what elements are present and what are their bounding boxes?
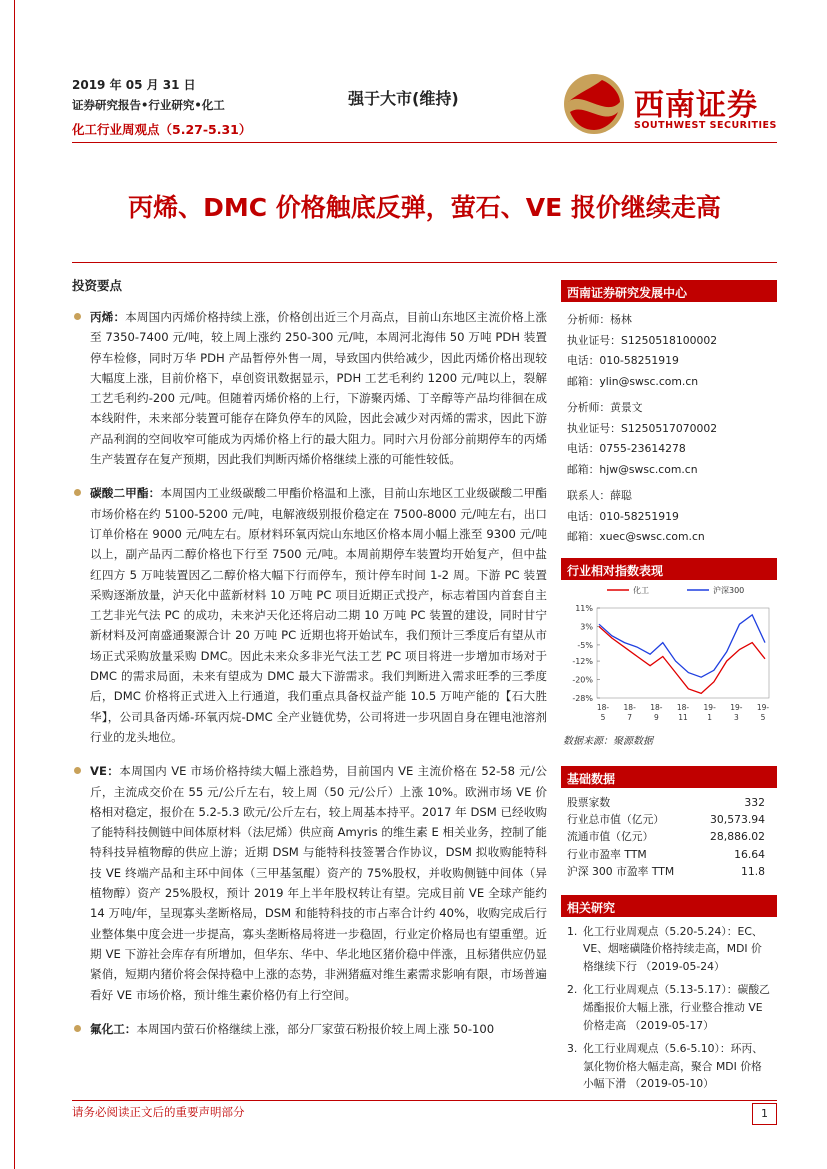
- x-tick-label: 1: [707, 712, 713, 722]
- basic-data-label: 行业市盈率 TTM: [567, 847, 647, 861]
- x-tick-label: 19-: [756, 702, 770, 712]
- related-research-item[interactable]: [567, 981, 771, 1034]
- paragraph-lead: 丙烯：: [90, 310, 126, 324]
- basic-data-heading: 基础数据: [561, 766, 777, 788]
- x-tick-label: 18-: [596, 702, 610, 712]
- x-tick-label: 11: [678, 712, 688, 722]
- related-num: 3.: [567, 1042, 578, 1056]
- related-research-item[interactable]: [567, 1040, 771, 1093]
- report-category: 证券研究报告•行业研究•化工: [72, 98, 225, 112]
- basic-data-value: 16.64: [734, 847, 765, 861]
- x-tick-label: 18-: [623, 702, 636, 712]
- logo-name-en: SOUTHWEST SECURITIES: [634, 120, 777, 131]
- contact-email[interactable]: 邮箱：xuec@swsc.com.cn: [567, 530, 705, 543]
- basic-data-label: 流通市值（亿元）: [567, 830, 654, 844]
- series-line-0: [599, 626, 765, 693]
- basic-data-value: 30,573.94: [710, 812, 765, 826]
- related-num: 2.: [567, 983, 578, 997]
- x-tick-label: 19-: [730, 702, 743, 712]
- research-center-heading: 西南证券研究发展中心: [561, 280, 777, 302]
- bullet-icon: [74, 767, 81, 774]
- basic-data-label: 沪深 300 市盈率 TTM: [567, 865, 675, 879]
- paragraph-text: 本周国内丙烯价格持续上涨，价格创出近三个月高点，目前山东地区主流价格上涨至 7350-7400 元/吨，较上周上涨约 250-300 元/吨，本周河北海伟 50 万吨 PDH 装置停车检修，同时万华 PDH 产品暂停外售一周，导致国内供给减少，因此丙烯价格出现较大幅度上涨，目前价格下，卓创资讯数据显示，PDH 工艺毛利约 1200 元/吨以上，裂解工艺毛利约-200 元/吨。但随着丙烯价格的上行，下游聚丙烯、丁辛醇等产品均徘徊在成本线附件，未来部分装置可能存在降负停车的风险，因此会减少对丙烯的需求，因此下游产品利润的空间收窄可能成为丙烯价格上行的最大阻力。同时六月份部分前期停车的丙烯生产装置存在复产预期，因此我们判断丙烯价格继续上涨的可能性较低。: [90, 310, 547, 467]
- basic-data-row: [561, 863, 777, 880]
- basic-data-value: 11.8: [740, 865, 765, 879]
- y-tick-label: -20%: [572, 675, 593, 685]
- left-margin-rule: [14, 0, 15, 1169]
- index-chart-heading: 行业相对指数表现: [561, 558, 777, 580]
- basic-data-row: [561, 811, 777, 828]
- paragraph-fluorine: [72, 1019, 547, 1039]
- paragraph-propylene: [72, 307, 547, 469]
- logo-mark-icon: [562, 72, 626, 136]
- report-title: 丙烯、DMC 价格触底反弹，萤石、VE 报价继续走高: [128, 193, 721, 222]
- paragraph-lead: 氟化工：: [90, 1021, 137, 1036]
- header-rule: [72, 142, 777, 143]
- basic-data-table: [561, 794, 777, 881]
- related-text: 化工行业周观点（5.20-5.24）：EC、VE、烟嘧磺隆价格持续走高，MDI 价格继续下行 （2019-05-24）: [583, 924, 763, 973]
- x-tick-label: 18-: [650, 702, 663, 712]
- basic-data-value: 332: [744, 795, 765, 809]
- related-text: 化工行业周观点（5.6-5.10）：环丙、氯化物价格大幅走高，聚合 MDI 价格小幅下滑 （2019-05-10）: [583, 1042, 764, 1091]
- contact-phone: 电话：010-58251919: [567, 509, 679, 523]
- index-chart-svg: [561, 580, 777, 730]
- basic-data-label: 股票家数: [567, 795, 611, 809]
- paragraph-text: 本周国内工业级碳酸二甲酯价格温和上涨，目前山东地区工业级碳酸二甲酯市场价格在约 5100-5200 元/吨，电解液级别报价稳定在 7500-8000 元/吨左右，出口订单价格在 9000 元/吨左右。原材料环氧丙烷山东地区价格本周小幅上涨至 9300 元/吨以上，副产品丙二醇价格也下行至 7500 元/吨。本周前期停车装置均开始复产，但中盐红四方 5 万吨装置因乙二醇价格大幅下行而停车，预计停车时间 1-2 周。下游 PC 装置采购逐渐放量，泸天化中蓝新材料 10 万吨 PC 项目近期正式投产，标志着国内首套自主工艺非光气法 PC 的成功，未来泸天化还将启动二期 10 万吨 PC 装置的建设，同时甘宁新材料及河南盛通聚源合计 20 万吨 PC 近期也将开始试车，我们预计三季度后有望从市场正式采购放量采购 DMC。因此未来众多非光气法工艺 PC 项目将进一步增加市场对于 DMC 的需求局面，未来有望成为 DMC 最大下游需求。我们判断进入需求旺季的三季度后，DMC 价格将正式进入上行通道，我们重点具备权益产能 10.5 万吨产能的【石大胜华】，公司具备丙烯-环氧丙烷-DMC 全产业链优势，公司将进一步巩固自身在锂电池溶剂行业的龙头地位。: [90, 486, 547, 744]
- contact-phone: 电话：0755-23614278: [567, 442, 686, 455]
- x-tick-label: 19-: [703, 702, 716, 712]
- logo-name-cn: 西南证券: [634, 88, 758, 123]
- paragraph-lead: 碳酸二甲酯：: [90, 486, 161, 501]
- footer-rule: [72, 1100, 777, 1101]
- contact-email[interactable]: 邮箱：hjw@swsc.com.cn: [567, 462, 698, 476]
- related-text: 化工行业周观点（5.13-5.17）：碳酸乙烯酯报价大幅上涨，行业整合推动 VE 价格走高 （2019-05-17）: [583, 983, 770, 1032]
- section-heading: 投资要点: [72, 278, 123, 293]
- related-research-heading: 相关研究: [561, 895, 777, 917]
- page-number: 1: [752, 1103, 777, 1125]
- contact-license: 执业证号：S1250517070002: [567, 421, 718, 435]
- legend-label: 化工: [633, 585, 649, 595]
- report-week: 化工行业周观点（5.27-5.31）: [72, 122, 252, 137]
- y-tick-label: -28%: [572, 693, 593, 703]
- industry-rating: 强于大市(维持): [348, 89, 459, 108]
- paragraph-text: 本周国内萤石价格继续上涨，部分厂家萤石粉报价较上周上涨 50-100: [136, 1021, 495, 1036]
- basic-data-row: [561, 794, 777, 811]
- x-tick-label: 5: [760, 712, 766, 722]
- x-tick-label: 5: [600, 712, 606, 722]
- basic-data-value: 28,886.02: [710, 830, 765, 844]
- related-num: 1.: [567, 924, 578, 938]
- x-tick-label: 9: [653, 712, 659, 722]
- y-tick-label: 11%: [575, 603, 593, 613]
- bullet-icon: [74, 489, 81, 496]
- paragraph-lead: VE：: [90, 764, 120, 779]
- contact-license: 执业证号：S1250518100002: [567, 333, 718, 347]
- index-chart: [561, 580, 777, 730]
- y-tick-label: -5%: [577, 640, 593, 650]
- x-tick-label: 3: [733, 712, 739, 722]
- title-rule: [72, 262, 777, 263]
- paragraph-text: 本周国内 VE 市场价格持续大幅上涨趋势，目前国内 VE 主流价格在 52-58 元/公斤，主流成交价在 55 元/公斤左右，较上周（50 元/公斤）上涨 10%。欧洲市场 VE 价格相对稳定，报价在 5.2-5.3 欧元/公斤左右，较上周基本持平。2017 年 DSM 已经收购了能特科技侧链中间体原材料（法尼烯）供应商 Amyris 的维生素 E 相关业务，控制了能特科技异植物醇的供应上游；近期 DSM 与能特科技签署合作协议，DSM 拟收购能特科技 VE 终端产品和主环中间体（三甲基氢醌）资产的 75%股权，并收购侧链中间体（异植物醇）资产 25%股权，预计 2019 年上半年股权转让有望。完成目前 VE 全球产能约 14 万吨/年，呈现寡头垄断格局，DSM 和能特科技的市占率合计约 40%，收购完成后行业整体集中度会进一步提高，寡头垄断格局将进一步稳固，行业定价格局也有望重塑。近期 VE 下游社会库存有所增加，但华东、华中、华北地区猪价稳中伴涨，且标猪供应仍显紧俏，短期内猪价将会保持稳中上涨的态势，非洲猪瘟对维生素需求影响有限，市场普遍看好 VE 市场价格，预计维生素价格仍有上行空间。: [90, 764, 547, 1002]
- x-tick-label: 7: [627, 712, 633, 722]
- report-date: 2019 年 05 月 31 日: [72, 78, 196, 92]
- y-tick-label: -12%: [572, 656, 593, 666]
- analyst-contacts: [561, 302, 777, 548]
- y-tick-label: 3%: [580, 621, 593, 631]
- main-content: [72, 276, 547, 1096]
- legend-label: 沪深300: [713, 585, 745, 595]
- paragraph-ve: [72, 761, 547, 1005]
- paragraph-dmc: [72, 483, 547, 747]
- basic-data-label: 行业总市值（亿元）: [567, 812, 665, 826]
- basic-data-row: [561, 828, 777, 845]
- basic-data-row: [561, 846, 777, 863]
- bullet-icon: [74, 313, 81, 320]
- contact-role: 联系人：薛聪: [567, 489, 632, 502]
- contact-role: 分析师：黄景文: [567, 401, 643, 414]
- sidebar: [561, 280, 777, 1099]
- bullet-icon: [74, 1025, 81, 1032]
- chart-source: 数据来源：聚源数据: [563, 735, 653, 747]
- contact-phone: 电话：010-58251919: [567, 354, 679, 367]
- x-tick-label: 18-: [676, 702, 690, 712]
- related-research-item[interactable]: [567, 923, 771, 976]
- contact-email[interactable]: 邮箱：ylin@swsc.com.cn: [567, 374, 699, 388]
- company-logo: [562, 72, 782, 136]
- related-research-list: [561, 917, 777, 1093]
- contact-role: 分析师：杨林: [567, 313, 632, 326]
- footer-disclaimer: 请务必阅读正文后的重要声明部分: [72, 1105, 245, 1119]
